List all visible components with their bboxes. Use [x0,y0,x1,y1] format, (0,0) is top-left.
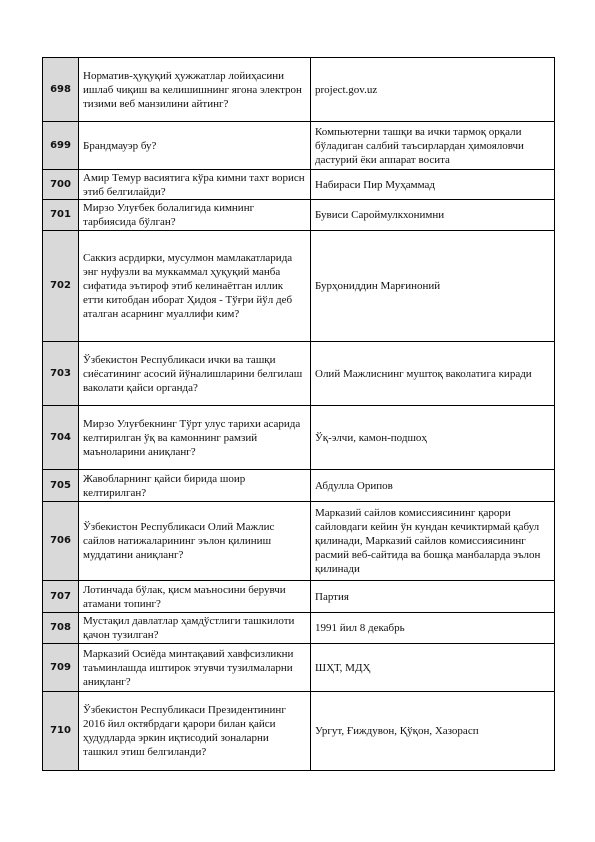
answer-cell: project.gov.uz [311,58,555,122]
table-row [43,122,555,170]
question-cell: Ўзбекистон Республикаси Президентининг 2016 йил октябрдаги қарори билан қайси ҳудудларда эркин иқтисодий зоналарни ташкил этиш белгиланди? [79,692,311,771]
row-number: 708 [43,613,79,644]
row-number: 709 [43,644,79,692]
table-row [43,200,555,231]
table-row [43,470,555,502]
answer-cell: Марказий сайлов комиссиясининг қарори сайловдаги кейин ўн кундан кечиктирмай қабул қилинади, Марказий сайлов комиссиясининг расмий веб-сайтида ва бошқа манбаларда эълон қилинади [311,502,555,581]
table-row [43,692,555,771]
row-number: 698 [43,58,79,122]
table-row [43,58,555,122]
answer-cell: Бувиси Сароймулкхонимни [311,200,555,231]
answer-cell: Компьютерни ташқи ва ички тармоқ орқали бўладиган салбий таъсирлардан ҳимояловчи дастурий ёки аппарат восита [311,122,555,170]
answer-cell: ШҲТ, МДҲ [311,644,555,692]
question-cell: Норматив-ҳуқуқий ҳужжатлар лойиҳасини ишлаб чиқиш ва келишишнинг ягона электрон тизими веб манзилини айтинг? [79,58,311,122]
table-row [43,342,555,406]
question-cell: Амир Темур васиятига кўра кимни тахт ворисн этиб белгилайди? [79,170,311,200]
table-row [43,502,555,581]
row-number: 704 [43,406,79,470]
row-number: 699 [43,122,79,170]
row-number: 701 [43,200,79,231]
table-row [43,170,555,200]
answer-cell: Набираси Пир Муҳаммад [311,170,555,200]
row-number: 710 [43,692,79,771]
question-cell: Лотинчада бўлак, қисм маъносини берувчи атамани топинг? [79,581,311,613]
question-cell: Брандмауэр бу? [79,122,311,170]
row-number: 700 [43,170,79,200]
question-cell: Марказий Осиёда минтақавий хавфсизликни таъминлашда иштирок этувчи тузилмаларни аниқланг? [79,644,311,692]
question-cell: Жавобларнинг қайси бирида шоир келтирилган? [79,470,311,502]
question-cell: Ўзбекистон Республикаси Олий Мажлис сайлов натижаларининг эълон қилиниш муддатини аниқланг? [79,502,311,581]
table-row [43,644,555,692]
row-number: 706 [43,502,79,581]
quiz-table [42,57,555,771]
row-number: 702 [43,231,79,342]
question-cell: Мирзо Улуғбек болалигида кимнинг тарбиясида бўлган? [79,200,311,231]
answer-cell: Олий Мажлиснинг муштоқ ваколатига киради [311,342,555,406]
table-row [43,231,555,342]
answer-cell: Партия [311,581,555,613]
row-number: 703 [43,342,79,406]
question-cell: Мирзо Улуғбекнинг Тўрт улус тарихи асарида келтирилган ўқ ва камоннинг рамзий маъноларини аниқланг? [79,406,311,470]
table-row [43,613,555,644]
table-row [43,581,555,613]
question-cell: Ўзбекистон Республикаси ички ва ташқи сиёсатининг асосий йўналишларини белгилаш ваколати қайси органда? [79,342,311,406]
answer-cell: Ўқ-элчи, камон-подшоҳ [311,406,555,470]
answer-cell: 1991 йил 8 декабрь [311,613,555,644]
answer-cell: Бурҳониддин Марғиноний [311,231,555,342]
table-row [43,406,555,470]
answer-cell: Ургут, Ғиждувон, Қўқон, Хазорасп [311,692,555,771]
row-number: 705 [43,470,79,502]
question-cell: Мустақил давлатлар ҳамдўстлиги ташкилоти қачон тузилган? [79,613,311,644]
row-number: 707 [43,581,79,613]
answer-cell: Абдулла Орипов [311,470,555,502]
question-cell: Саккиз асрдирки, мусулмон мамлакатларида энг нуфузли ва муккаммал ҳуқуқий манба сифатида эътироф этиб келинаётган иллик етти китобдан иборат Ҳидоя - Тўғри йўл деб аталган асарнинг муаллифи ким? [79,231,311,342]
